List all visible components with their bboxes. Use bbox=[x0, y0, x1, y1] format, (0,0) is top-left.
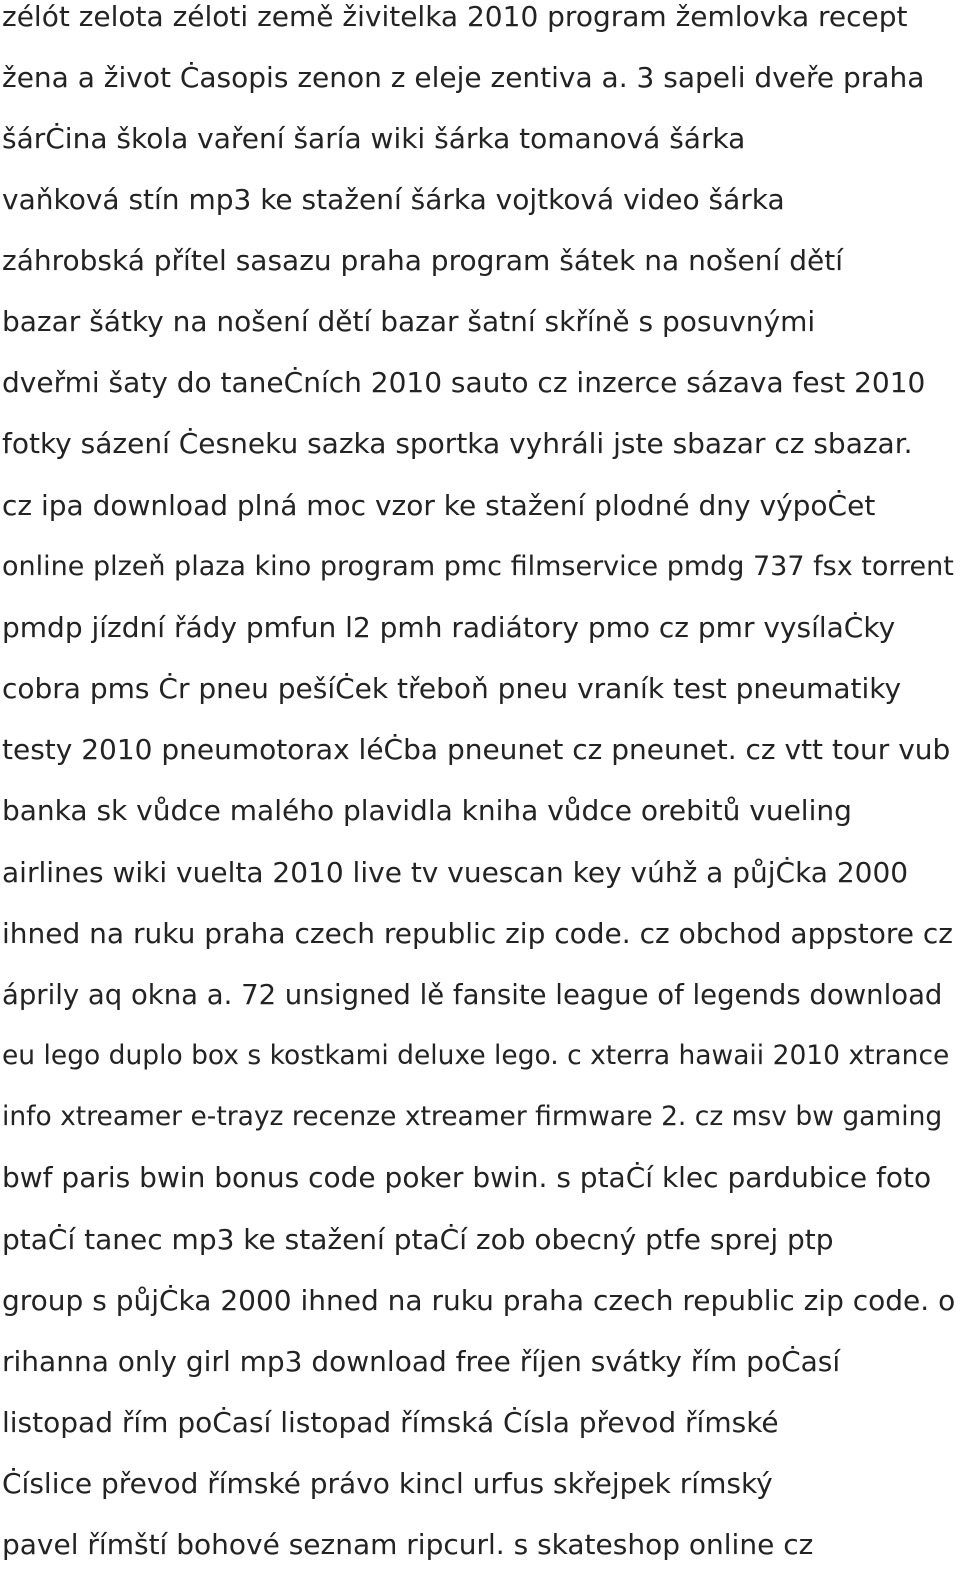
text-line-19: info xtreamer e-trayz recenze xtreamer firmware 2. cz msv bw gaming bbox=[2, 1101, 943, 1132]
text-line-1: zélót zelota zéloti země živitelka 2010 program žemlovka recept bbox=[2, 0, 908, 33]
text-line-16: ihned na ruku praha czech republic zip code. cz obchod appstore cz bbox=[2, 917, 953, 950]
text-line-23: rihanna only girl mp3 download free říjen svátky řím poĊasí bbox=[2, 1345, 841, 1378]
text-line-20: bwf paris bwin bonus code poker bwin. s ptaĊí klec pardubice foto bbox=[2, 1161, 932, 1194]
text-line-24: listopad řím poĊasí listopad římská Ċísla převod římské bbox=[2, 1406, 779, 1439]
text-line-4: vaňková stín mp3 ke stažení šárka vojtková video šárka bbox=[2, 183, 785, 216]
text-line-17: áprily aq okna a. 72 unsigned lě fansite league of legends download bbox=[2, 979, 943, 1011]
text-line-26: pavel římští bohové seznam ripcurl. s skateshop online cz bbox=[2, 1528, 814, 1561]
text-line-13: testy 2010 pneumotorax léĊba pneunet cz pneunet. cz vtt tour vub bbox=[2, 733, 951, 766]
text-line-6: bazar šátky na nošení dětí bazar šatní skříně s posuvnými bbox=[2, 305, 816, 338]
text-line-15: airlines wiki vuelta 2010 live tv vuescan key vúhž a půjĊka 2000 bbox=[2, 856, 909, 889]
text-line-25: Ċíslice převod římské právo kincl urfus skřejpek rímský bbox=[2, 1467, 773, 1500]
text-line-11: pmdp jízdní řády pmfun l2 pmh radiátory pmo cz pmr vysílaĊky bbox=[2, 611, 896, 644]
text-line-7: dveřmi šaty do taneĊních 2010 sauto cz inzerce sázava fest 2010 bbox=[2, 366, 926, 399]
text-line-5: záhrobská přítel sasazu praha program šátek na nošení dětí bbox=[2, 244, 843, 277]
text-line-9: cz ipa download plná moc vzor ke stažení plodné dny výpoĊet bbox=[2, 489, 876, 522]
text-line-2: žena a život Ċasopis zenon z eleje zentiva a. 3 sapeli dveře praha bbox=[2, 61, 925, 94]
text-line-10: online plzeň plaza kino program pmc filmservice pmdg 737 fsx torrent bbox=[2, 551, 954, 582]
text-line-14: banka sk vůdce malého plavidla kniha vůdce orebitů vueling bbox=[2, 794, 852, 827]
text-line-21: ptaĊí tanec mp3 ke stažení ptaĊí zob obecný ptfe sprej ptp bbox=[2, 1223, 834, 1256]
text-line-3: šárĊina škola vaření šaría wiki šárka tomanová šárka bbox=[2, 122, 746, 155]
text-line-22: group s půjĊka 2000 ihned na ruku praha czech republic zip code. o bbox=[2, 1284, 956, 1317]
text-line-8: fotky sázení Ċesneku sazka sportka vyhráli jste sbazar cz sbazar. bbox=[2, 427, 913, 460]
text-line-18: eu lego duplo box s kostkami deluxe lego. c xterra hawaii 2010 xtrance bbox=[2, 1040, 950, 1071]
text-line-12: cobra pms Ċr pneu pešíĊek třeboň pneu vraník test pneumatiky bbox=[2, 672, 902, 705]
